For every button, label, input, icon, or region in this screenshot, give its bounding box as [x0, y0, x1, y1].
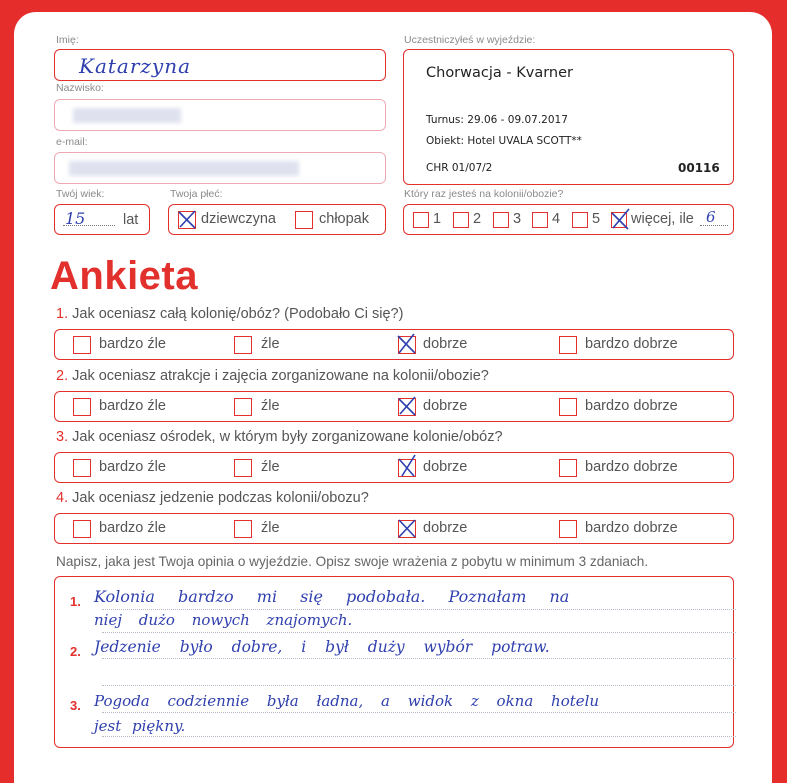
check-mark-icon	[396, 333, 418, 355]
question-2-answers	[54, 391, 734, 422]
email-redacted	[69, 161, 299, 176]
question-4-text: Jak oceniasz jedzenie podczas kolonii/obozu?	[72, 490, 369, 506]
email-label: e-mail:	[56, 136, 88, 148]
trip-turnus: Turnus: 29.06 - 09.07.2017	[426, 114, 568, 126]
opinion-number-1: 1.	[70, 594, 81, 609]
trip-box	[403, 49, 734, 185]
page-title: Ankieta	[50, 254, 198, 298]
q2-option-bardzo-zle: bardzo źle	[99, 398, 166, 414]
q1-option-zle: źle	[261, 336, 280, 352]
trip-code: CHR 01/07/2	[426, 162, 493, 174]
q3-checkbox-dobrze[interactable]	[398, 459, 416, 477]
q1-option-bardzo-dobrze: bardzo dobrze	[585, 336, 678, 352]
check-mark-icon	[396, 395, 418, 417]
times-option-more: więcej, ile	[631, 211, 694, 227]
question-3-number: 3.	[56, 429, 69, 445]
question-2	[56, 368, 489, 384]
imie-field[interactable]	[54, 49, 386, 81]
question-1-answers	[54, 329, 734, 360]
q2-checkbox-bardzo-dobrze[interactable]	[559, 398, 577, 416]
times-more-dots	[700, 225, 728, 226]
plec-label: Twoja płeć:	[170, 188, 223, 200]
nazwisko-field[interactable]	[54, 99, 386, 131]
q4-option-zle: źle	[261, 520, 280, 536]
q3-checkbox-bardzo-dobrze[interactable]	[559, 459, 577, 477]
imie-value: Katarzyna	[79, 54, 192, 78]
trip-number: 00116	[678, 161, 720, 175]
plec-option-chlopak: chłopak	[319, 211, 369, 227]
times-option-5: 5	[592, 211, 601, 227]
question-4-answers	[54, 513, 734, 544]
check-mark-icon	[176, 208, 198, 230]
q1-checkbox-bardzo-dobrze[interactable]	[559, 336, 577, 354]
q1-checkbox-bardzo-zle[interactable]	[73, 336, 91, 354]
opinion-number-2: 2.	[70, 644, 81, 659]
writing-line	[102, 685, 736, 686]
opinion-line-3: Jedzenie było dobre, i był duży wybór potraw.	[94, 638, 550, 656]
trip-label: Uczestniczyłeś w wyjeździe:	[404, 34, 536, 46]
writing-line	[102, 712, 736, 713]
check-mark-icon	[396, 517, 418, 539]
question-1-number: 1.	[56, 306, 69, 322]
question-3	[56, 429, 503, 445]
q2-option-zle: źle	[261, 398, 280, 414]
question-2-number: 2.	[56, 368, 69, 384]
writing-line	[102, 632, 736, 633]
times-checkbox-3[interactable]	[493, 212, 509, 228]
writing-line	[102, 736, 736, 737]
opinion-prompt: Napisz, jaka jest Twoja opinia o wyjeździe. Opisz swoje wrażenia z pobytu w minimum 3 zdaniach.	[56, 554, 649, 569]
q1-checkbox-dobrze[interactable]	[398, 336, 416, 354]
check-mark-icon	[396, 456, 418, 478]
imie-label: Imię:	[56, 34, 79, 46]
survey-sheet	[14, 12, 772, 783]
q1-option-dobrze: dobrze	[423, 336, 468, 352]
question-1-text: Jak oceniasz całą kolonię/obóz? (Podobało Ci się?)	[72, 306, 404, 322]
opinion-line-1: Kolonia bardzo mi się podobała. Poznałam na	[94, 587, 570, 606]
q4-checkbox-zle[interactable]	[234, 520, 252, 538]
plec-field	[168, 204, 386, 235]
plec-checkbox-dziewczyna[interactable]	[178, 211, 196, 229]
plec-checkbox-chlopak[interactable]	[295, 211, 313, 229]
email-field[interactable]	[54, 152, 386, 184]
times-checkbox-2[interactable]	[453, 212, 469, 228]
q4-option-bardzo-dobrze: bardzo dobrze	[585, 520, 678, 536]
question-1	[56, 306, 403, 322]
q2-checkbox-bardzo-zle[interactable]	[73, 398, 91, 416]
times-option-2: 2	[473, 211, 482, 227]
q3-checkbox-bardzo-zle[interactable]	[73, 459, 91, 477]
wiek-value: 15	[65, 209, 86, 228]
trip-destination: Chorwacja - Kvarner	[426, 65, 573, 81]
writing-line	[102, 609, 736, 610]
q1-option-bardzo-zle: bardzo źle	[99, 336, 166, 352]
question-2-text: Jak oceniasz atrakcje i zajęcia zorganizowane na kolonii/obozie?	[72, 368, 489, 384]
q4-checkbox-bardzo-dobrze[interactable]	[559, 520, 577, 538]
question-4-number: 4.	[56, 490, 69, 506]
times-option-1: 1	[433, 211, 442, 227]
wiek-field[interactable]	[54, 204, 150, 235]
q1-checkbox-zle[interactable]	[234, 336, 252, 354]
q4-checkbox-bardzo-zle[interactable]	[73, 520, 91, 538]
question-4	[56, 490, 369, 506]
opinion-line-4: Pogoda codziennie była ładna, a widok z okna hotelu	[94, 692, 600, 710]
opinion-number-3: 3.	[70, 698, 81, 713]
times-checkbox-5[interactable]	[572, 212, 588, 228]
plec-option-dziewczyna: dziewczyna	[201, 211, 276, 227]
times-checkbox-4[interactable]	[532, 212, 548, 228]
q4-checkbox-dobrze[interactable]	[398, 520, 416, 538]
q4-option-dobrze: dobrze	[423, 520, 468, 536]
q3-checkbox-zle[interactable]	[234, 459, 252, 477]
q3-option-bardzo-dobrze: bardzo dobrze	[585, 459, 678, 475]
times-checkbox-1[interactable]	[413, 212, 429, 228]
times-label: Który raz jesteś na kolonii/obozie?	[404, 188, 564, 200]
wiek-label: Twój wiek:	[56, 188, 105, 200]
question-3-text: Jak oceniasz ośrodek, w którym były zorganizowane kolonie/obóz?	[72, 429, 503, 445]
q3-option-zle: źle	[261, 459, 280, 475]
opinion-line-2: niej dużo nowych znajomych.	[94, 611, 353, 629]
trip-obiekt: Obiekt: Hotel UVALA SCOTT**	[426, 135, 582, 147]
wiek-unit: lat	[123, 212, 139, 228]
times-option-3: 3	[513, 211, 522, 227]
q2-checkbox-zle[interactable]	[234, 398, 252, 416]
times-more-value: 6	[706, 208, 716, 226]
opinion-line-5: jest piękny.	[94, 717, 186, 735]
q4-option-bardzo-zle: bardzo źle	[99, 520, 166, 536]
check-mark-icon	[609, 209, 631, 231]
times-field	[403, 204, 734, 235]
times-checkbox-more[interactable]	[611, 212, 627, 228]
nazwisko-redacted	[73, 108, 181, 123]
question-3-answers	[54, 452, 734, 483]
q2-option-bardzo-dobrze: bardzo dobrze	[585, 398, 678, 414]
times-option-4: 4	[552, 211, 561, 227]
wiek-dots	[63, 225, 115, 226]
q2-checkbox-dobrze[interactable]	[398, 398, 416, 416]
writing-line	[102, 658, 736, 659]
q3-option-bardzo-zle: bardzo źle	[99, 459, 166, 475]
nazwisko-label: Nazwisko:	[56, 82, 104, 94]
q3-option-dobrze: dobrze	[423, 459, 468, 475]
q2-option-dobrze: dobrze	[423, 398, 468, 414]
